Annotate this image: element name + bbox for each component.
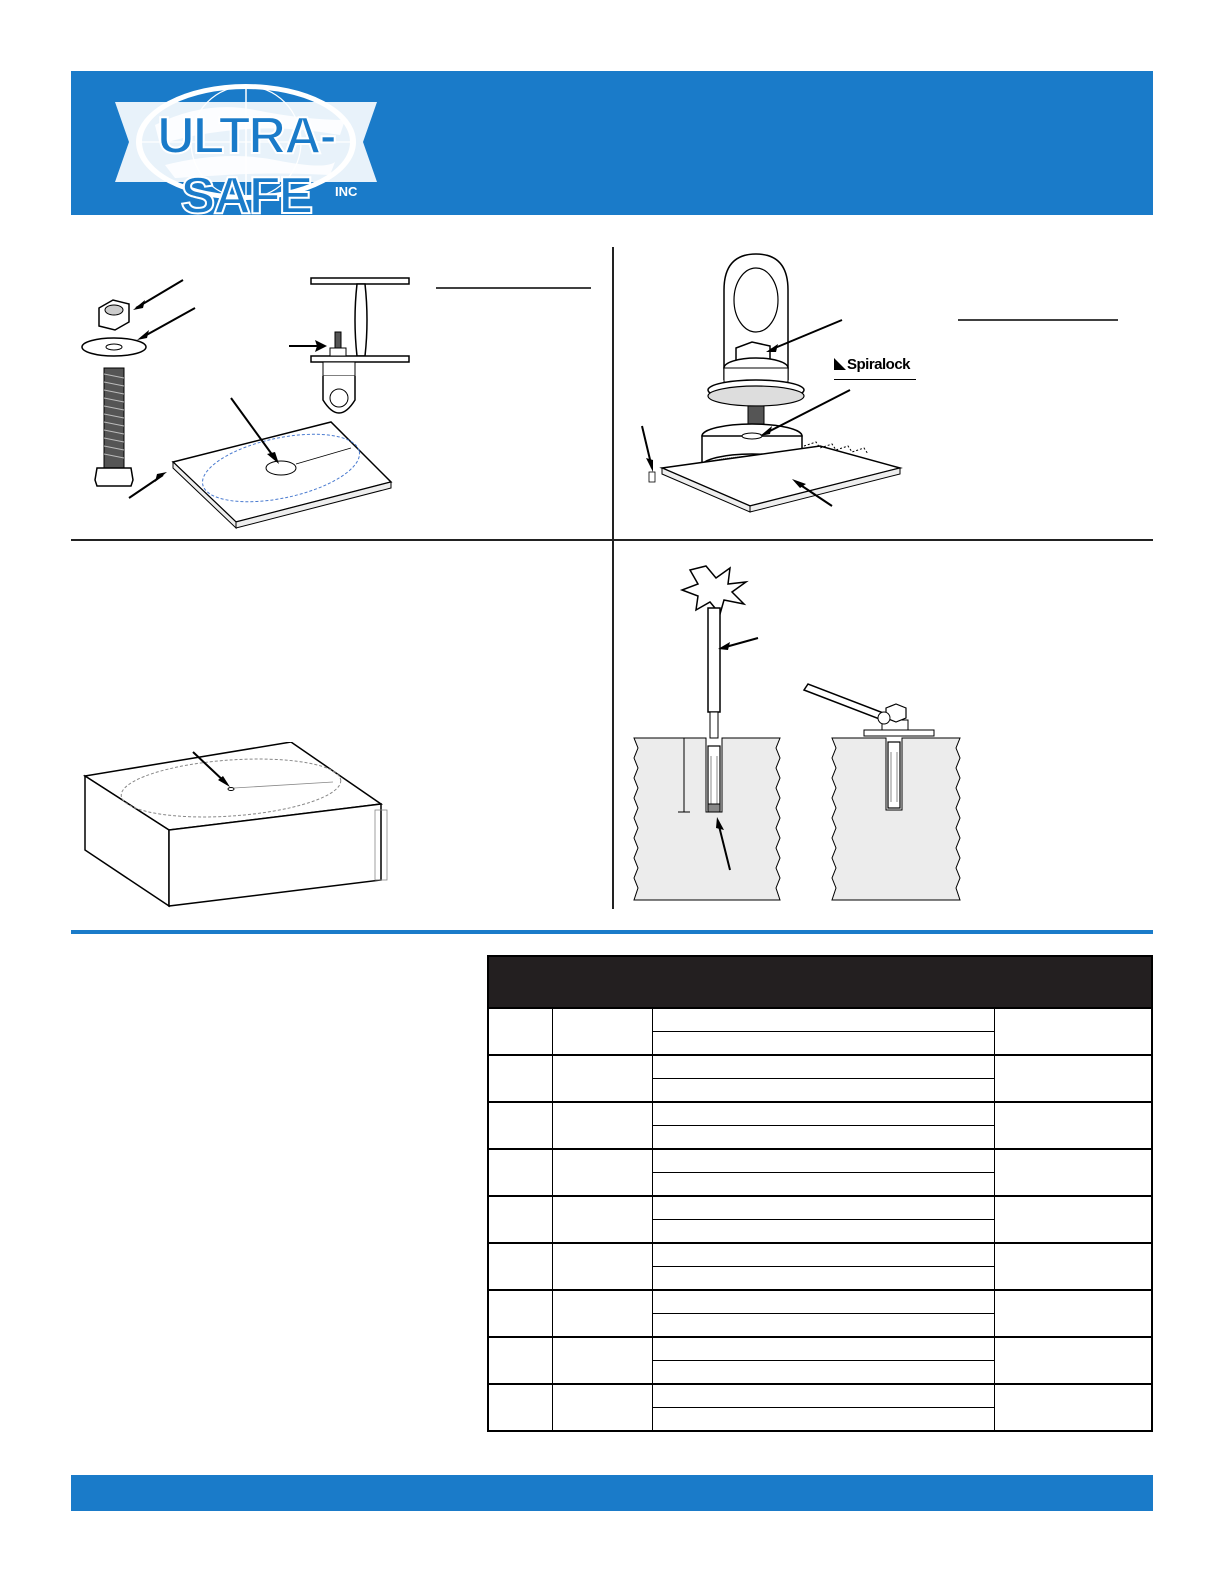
spiralock-logo-icon <box>834 358 846 370</box>
specification-table <box>487 955 1153 1432</box>
brand-suffix: INC <box>335 184 358 199</box>
panel-divider-vertical <box>612 247 614 909</box>
table-row <box>488 1102 1152 1126</box>
bolt-plate-illustration-icon <box>71 250 611 535</box>
table-row <box>488 1384 1152 1408</box>
brand-wordmark: ULTRA-SAFE <box>157 107 335 225</box>
ultra-safe-logo[interactable] <box>115 80 377 225</box>
table-row <box>488 1290 1152 1314</box>
table-header-cell <box>488 956 1152 1008</box>
panel-divider-horizontal <box>71 539 1153 541</box>
figure-bolt-plate <box>71 250 611 535</box>
table-row <box>488 1055 1152 1079</box>
spiralock-label <box>834 356 916 380</box>
header-bar <box>71 71 1153 225</box>
swivel-eye-illustration-icon <box>620 250 1153 535</box>
section-rule <box>71 930 1153 934</box>
figure-concrete-block <box>71 742 611 912</box>
figure-anchor-install <box>620 560 1153 912</box>
figure-swivel-eye <box>620 250 1153 535</box>
concrete-block-illustration-icon <box>71 742 611 912</box>
spiralock-text: Spiralock <box>847 356 911 373</box>
table-header-row <box>488 956 1152 1008</box>
anchor-install-illustration-icon <box>620 560 1153 912</box>
footer-bar <box>71 1475 1153 1511</box>
table-row <box>488 1243 1152 1267</box>
table-row <box>488 1008 1152 1032</box>
table-row <box>488 1196 1152 1220</box>
table-row <box>488 1337 1152 1361</box>
table-row <box>488 1149 1152 1173</box>
